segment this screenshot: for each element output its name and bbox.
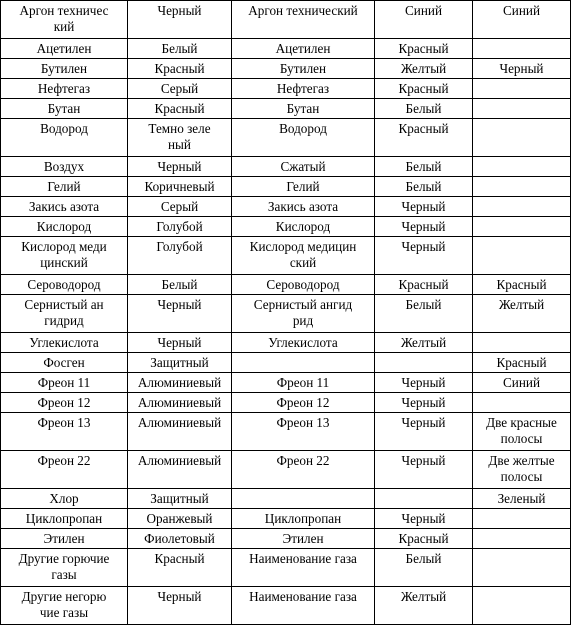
gas-name-cell: Бутан	[1, 99, 128, 119]
body-color-cell: Алюминиевый	[128, 413, 232, 451]
table-row	[1, 509, 571, 529]
table-row	[1, 451, 571, 489]
table-body	[1, 1, 571, 625]
body-color-cell: Красный	[128, 549, 232, 587]
stripe-color-cell: Две желтые полосы	[473, 451, 571, 489]
stripe-color-cell	[473, 177, 571, 197]
table-row	[1, 79, 571, 99]
inscription-cell	[232, 489, 375, 509]
stripe-color-cell: Синий	[473, 1, 571, 39]
stripe-color-cell	[473, 217, 571, 237]
stripe-color-cell	[473, 549, 571, 587]
body-color-cell: Черный	[128, 295, 232, 333]
body-color-cell: Коричневый	[128, 177, 232, 197]
inscription-color-cell: Синий	[375, 1, 473, 39]
table-row	[1, 393, 571, 413]
inscription-cell: Сжатый	[232, 157, 375, 177]
table-row	[1, 237, 571, 275]
inscription-cell: Наименование газа	[232, 587, 375, 625]
table-row	[1, 587, 571, 625]
inscription-color-cell: Красный	[375, 275, 473, 295]
inscription-cell: Водород	[232, 119, 375, 157]
body-color-cell: Голубой	[128, 217, 232, 237]
inscription-cell: Закись азота	[232, 197, 375, 217]
gas-name-cell: Ацетилен	[1, 39, 128, 59]
gas-name-cell: Кислород меди цинский	[1, 237, 128, 275]
table-row	[1, 99, 571, 119]
stripe-color-cell: Желтый	[473, 295, 571, 333]
gas-name-cell: Сероводород	[1, 275, 128, 295]
gas-name-cell: Хлор	[1, 489, 128, 509]
table-row	[1, 353, 571, 373]
body-color-cell: Серый	[128, 197, 232, 217]
gas-name-cell: Сернистый ан гидрид	[1, 295, 128, 333]
gas-name-cell: Аргон техничес кий	[1, 1, 128, 39]
inscription-cell: Бутан	[232, 99, 375, 119]
inscription-color-cell: Черный	[375, 451, 473, 489]
body-color-cell: Черный	[128, 157, 232, 177]
table-row	[1, 295, 571, 333]
inscription-color-cell	[375, 353, 473, 373]
stripe-color-cell: Черный	[473, 59, 571, 79]
inscription-color-cell: Белый	[375, 157, 473, 177]
inscription-cell: Углекислота	[232, 333, 375, 353]
inscription-color-cell: Белый	[375, 177, 473, 197]
stripe-color-cell	[473, 587, 571, 625]
stripe-color-cell: Зеленый	[473, 489, 571, 509]
body-color-cell: Серый	[128, 79, 232, 99]
stripe-color-cell: Красный	[473, 353, 571, 373]
stripe-color-cell	[473, 509, 571, 529]
inscription-color-cell: Белый	[375, 99, 473, 119]
stripe-color-cell	[473, 529, 571, 549]
body-color-cell: Черный	[128, 1, 232, 39]
inscription-cell: Аргон технический	[232, 1, 375, 39]
inscription-color-cell: Красный	[375, 119, 473, 157]
body-color-cell: Красный	[128, 99, 232, 119]
stripe-color-cell: Синий	[473, 373, 571, 393]
inscription-cell: Ацетилен	[232, 39, 375, 59]
gas-name-cell: Фреон 22	[1, 451, 128, 489]
inscription-cell: Нефтегаз	[232, 79, 375, 99]
inscription-color-cell: Красный	[375, 529, 473, 549]
inscription-cell: Фреон 13	[232, 413, 375, 451]
body-color-cell: Белый	[128, 39, 232, 59]
inscription-cell: Кислород	[232, 217, 375, 237]
body-color-cell: Голубой	[128, 237, 232, 275]
inscription-cell: Сероводород	[232, 275, 375, 295]
inscription-color-cell: Белый	[375, 295, 473, 333]
body-color-cell: Темно зеле ный	[128, 119, 232, 157]
gas-name-cell: Циклопропан	[1, 509, 128, 529]
body-color-cell: Черный	[128, 587, 232, 625]
gas-name-cell: Водород	[1, 119, 128, 157]
inscription-color-cell	[375, 489, 473, 509]
inscription-cell: Кислород медицин ский	[232, 237, 375, 275]
inscription-cell: Бутилен	[232, 59, 375, 79]
gas-name-cell: Другие горючие газы	[1, 549, 128, 587]
gas-name-cell: Воздух	[1, 157, 128, 177]
body-color-cell: Алюминиевый	[128, 393, 232, 413]
inscription-cell: Наименование газа	[232, 549, 375, 587]
gas-name-cell: Кислород	[1, 217, 128, 237]
gas-name-cell: Фреон 12	[1, 393, 128, 413]
gas-name-cell: Нефтегаз	[1, 79, 128, 99]
inscription-color-cell: Черный	[375, 237, 473, 275]
gas-name-cell: Углекислота	[1, 333, 128, 353]
gas-name-cell: Закись азота	[1, 197, 128, 217]
gas-name-cell: Гелий	[1, 177, 128, 197]
stripe-color-cell	[473, 393, 571, 413]
stripe-color-cell	[473, 79, 571, 99]
body-color-cell: Алюминиевый	[128, 451, 232, 489]
stripe-color-cell: Две красные полосы	[473, 413, 571, 451]
table-row	[1, 373, 571, 393]
body-color-cell: Красный	[128, 59, 232, 79]
inscription-cell: Фреон 22	[232, 451, 375, 489]
stripe-color-cell	[473, 99, 571, 119]
inscription-color-cell: Черный	[375, 217, 473, 237]
table-row	[1, 39, 571, 59]
stripe-color-cell	[473, 39, 571, 59]
inscription-cell: Гелий	[232, 177, 375, 197]
inscription-color-cell: Белый	[375, 549, 473, 587]
gas-name-cell: Фреон 11	[1, 373, 128, 393]
gas-name-cell: Этилен	[1, 529, 128, 549]
inscription-cell: Фреон 11	[232, 373, 375, 393]
table-row	[1, 489, 571, 509]
stripe-color-cell	[473, 333, 571, 353]
body-color-cell: Защитный	[128, 489, 232, 509]
inscription-color-cell: Черный	[375, 197, 473, 217]
inscription-cell: Циклопропан	[232, 509, 375, 529]
inscription-cell: Этилен	[232, 529, 375, 549]
table-row	[1, 333, 571, 353]
inscription-color-cell: Черный	[375, 393, 473, 413]
table-row	[1, 1, 571, 39]
inscription-color-cell: Красный	[375, 39, 473, 59]
inscription-color-cell: Желтый	[375, 587, 473, 625]
inscription-color-cell: Желтый	[375, 333, 473, 353]
stripe-color-cell	[473, 237, 571, 275]
inscription-color-cell: Черный	[375, 413, 473, 451]
gas-name-cell: Другие негорю чие газы	[1, 587, 128, 625]
stripe-color-cell	[473, 157, 571, 177]
table-row	[1, 529, 571, 549]
body-color-cell: Черный	[128, 333, 232, 353]
table-row	[1, 549, 571, 587]
gas-name-cell: Бутилен	[1, 59, 128, 79]
table-row	[1, 59, 571, 79]
inscription-color-cell: Черный	[375, 509, 473, 529]
inscription-color-cell: Красный	[375, 79, 473, 99]
table-row	[1, 119, 571, 157]
stripe-color-cell	[473, 119, 571, 157]
inscription-cell: Фреон 12	[232, 393, 375, 413]
inscription-cell: Сернистый ангид рид	[232, 295, 375, 333]
table-row	[1, 177, 571, 197]
table-row	[1, 217, 571, 237]
body-color-cell: Оранжевый	[128, 509, 232, 529]
body-color-cell: Белый	[128, 275, 232, 295]
inscription-cell	[232, 353, 375, 373]
stripe-color-cell	[473, 197, 571, 217]
gas-name-cell: Фосген	[1, 353, 128, 373]
table-row	[1, 197, 571, 217]
inscription-color-cell: Черный	[375, 373, 473, 393]
gas-name-cell: Фреон 13	[1, 413, 128, 451]
table-row	[1, 275, 571, 295]
table-row	[1, 413, 571, 451]
inscription-color-cell: Желтый	[375, 59, 473, 79]
body-color-cell: Фиолетовый	[128, 529, 232, 549]
table-row	[1, 157, 571, 177]
stripe-color-cell: Красный	[473, 275, 571, 295]
body-color-cell: Защитный	[128, 353, 232, 373]
body-color-cell: Алюминиевый	[128, 373, 232, 393]
